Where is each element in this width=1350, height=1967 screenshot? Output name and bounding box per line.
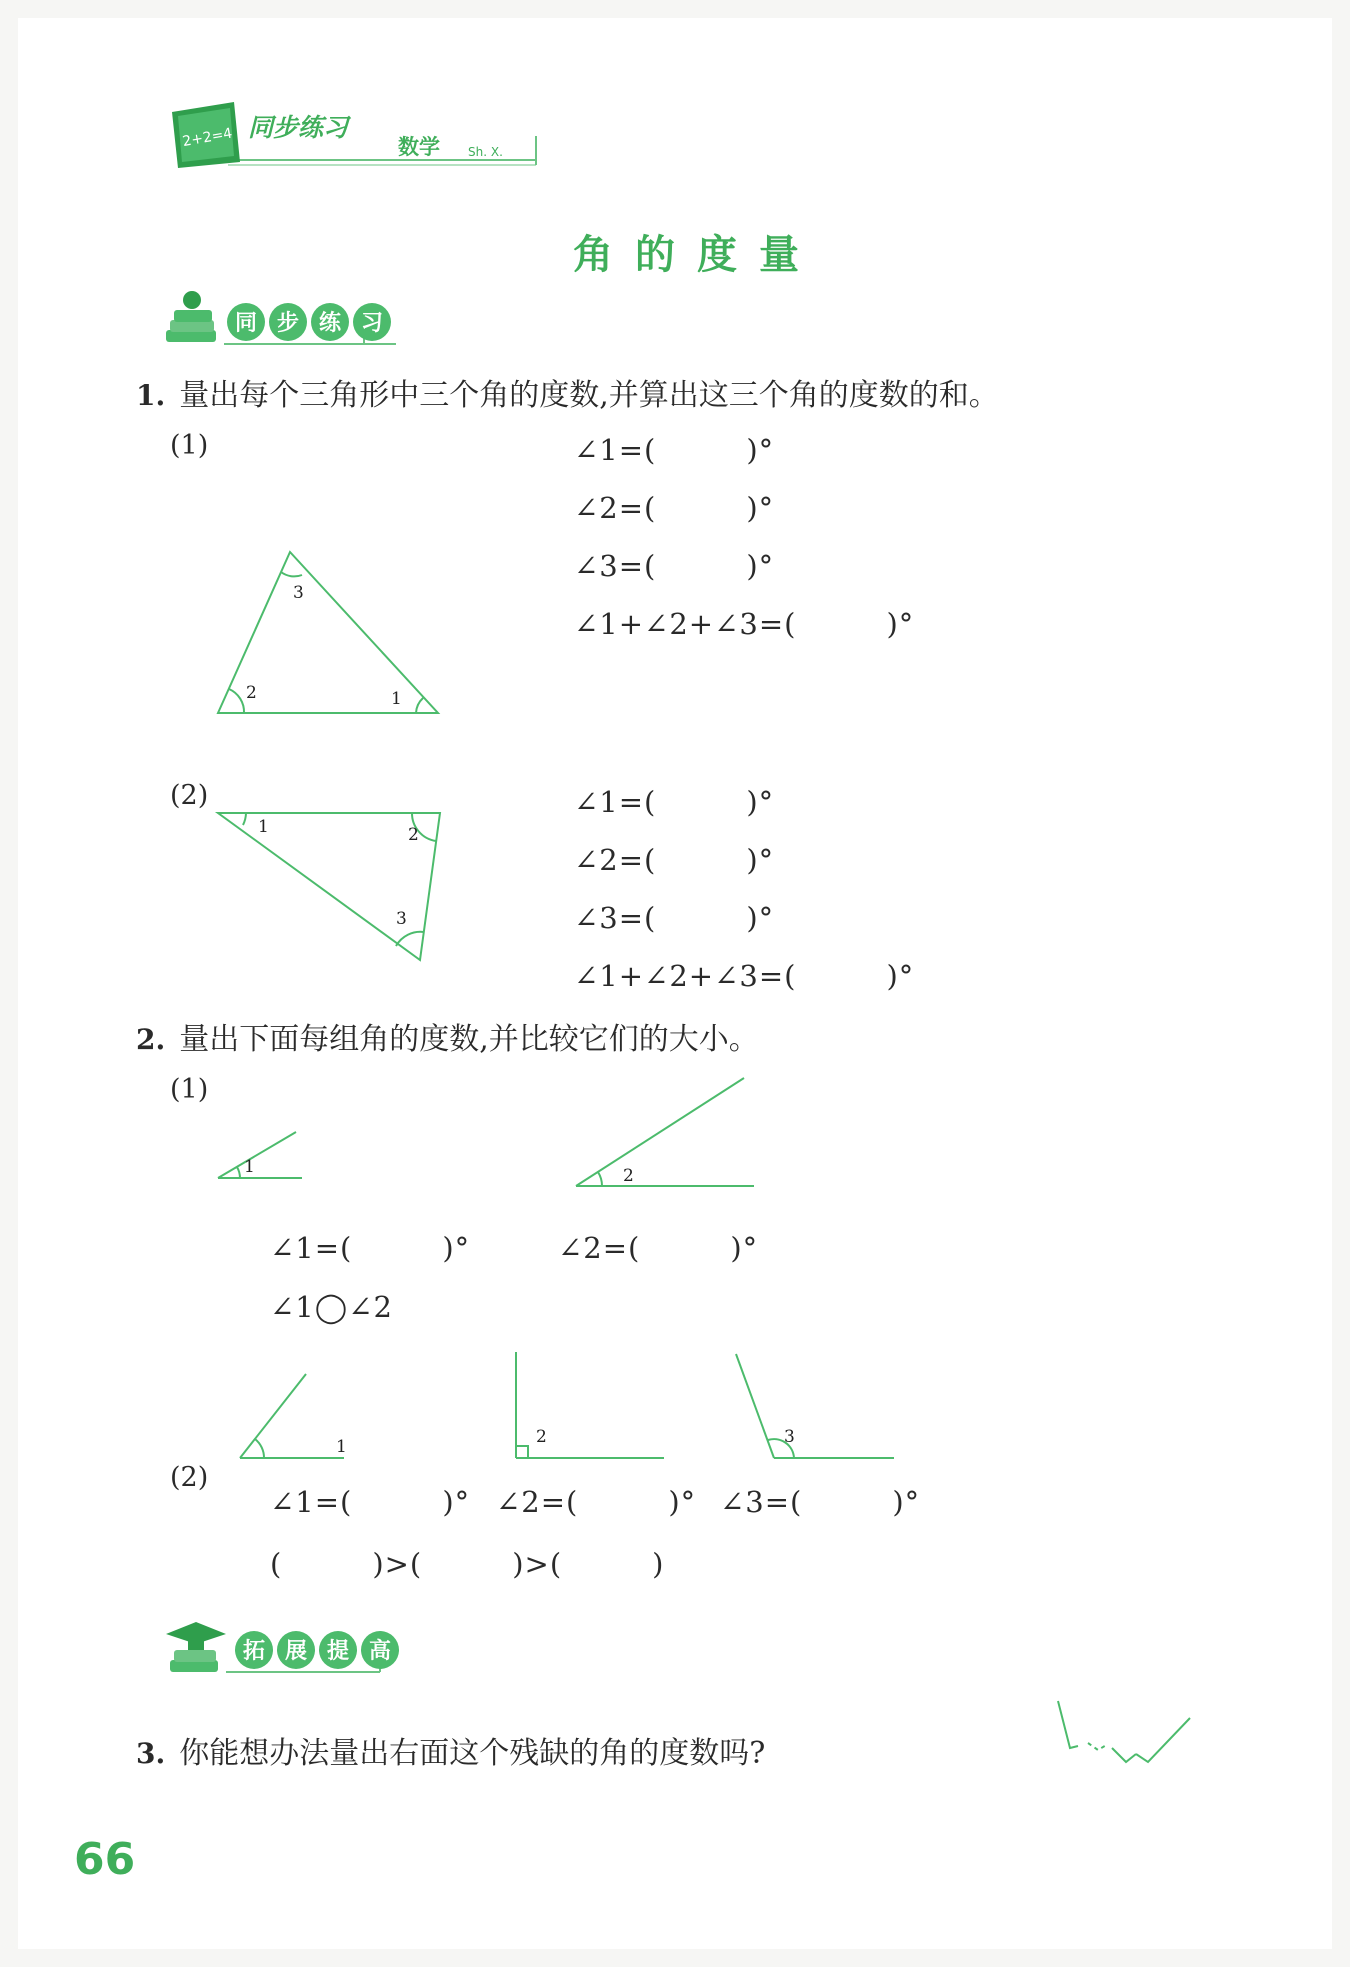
pinyin-label: Sh. X. [468, 145, 503, 159]
angle-label: 2 [408, 825, 419, 845]
q1-p2-line-3: ∠3=( )° [574, 901, 775, 935]
q1-p2-line-4: ∠1+∠2+∠3=( )° [574, 959, 915, 993]
angle-label: 1 [258, 817, 269, 837]
q2-p2-line-a: ∠1=( )° [270, 1485, 471, 1519]
triangle-2 [218, 813, 440, 960]
q2-p1-compare: ∠1◯∠2 [270, 1290, 393, 1324]
q2-part1-label: (1) [170, 1074, 209, 1105]
q1-p2-line-2: ∠2=( )° [574, 843, 775, 877]
angle-1-figure [218, 1132, 302, 1178]
q2-p1-line-a: ∠1=( )° [270, 1231, 471, 1265]
q2-p1-line-b: ∠2=( )° [558, 1231, 759, 1265]
angle-label: 1 [391, 689, 402, 709]
badge-char: 展 [285, 1639, 308, 1664]
q2-p2-line-c: ∠3=( )° [720, 1485, 921, 1519]
question-text: 量出每个三角形中三个角的度数,并算出这三个角的度数的和。 [179, 378, 999, 413]
q2-p2-compare: ( )>( )>( ) [270, 1547, 665, 1581]
angle-2-figure [576, 1078, 754, 1186]
question-number: 2. [136, 1023, 166, 1056]
subject-label: 数学 [398, 135, 440, 159]
angle-label: 3 [784, 1427, 795, 1447]
q1-p1-line-1: ∠1=( )° [574, 433, 775, 467]
question-text: 量出下面每组角的度数,并比较它们的大小。 [179, 1022, 759, 1057]
angle-label: 3 [293, 583, 304, 603]
angle-label: 2 [536, 1427, 547, 1447]
angle-label: 2 [246, 683, 257, 703]
q1-p1-line-3: ∠3=( )° [574, 549, 775, 583]
section-badge-extension [166, 1610, 486, 1694]
workbook-page [18, 18, 1332, 1949]
page-title: 角的度量 [573, 231, 821, 278]
question-text: 你能想办法量出右面这个残缺的角的度数吗? [179, 1736, 766, 1771]
badge-char: 提 [327, 1639, 350, 1664]
angle-3-figure [240, 1374, 344, 1458]
badge-char: 同 [235, 311, 258, 336]
broken-angle-figure [1058, 1701, 1190, 1762]
q1-p1-line-2: ∠2=( )° [574, 491, 775, 525]
angle-label: 3 [396, 909, 407, 929]
badge-char: 练 [319, 311, 342, 336]
q2-p2-line-b: ∠2=( )° [496, 1485, 697, 1519]
angle-5-figure [736, 1354, 894, 1458]
question-3 [136, 1728, 765, 1772]
q1-part2-label: (2) [170, 780, 209, 811]
badge-char: 高 [369, 1639, 392, 1664]
badge-char: 习 [361, 311, 384, 336]
badge-char: 拓 [243, 1639, 266, 1664]
angle-label: 1 [244, 1157, 255, 1177]
page-number: 66 [74, 1834, 136, 1885]
q2-part2-label: (2) [170, 1462, 209, 1493]
q1-p2-line-1: ∠1=( )° [574, 785, 775, 819]
badge-char: 步 [277, 311, 300, 336]
question-number: 3. [136, 1737, 166, 1770]
question-2 [136, 1014, 759, 1058]
series-title: 同步练习 [248, 113, 349, 142]
board-text: 2+2=4 [181, 125, 234, 151]
angle-label: 1 [336, 1437, 347, 1457]
q1-part1-label: (1) [170, 430, 209, 461]
angle-label: 2 [623, 1166, 634, 1186]
q1-p1-line-4: ∠1+∠2+∠3=( )° [574, 607, 915, 641]
question-number: 1. [136, 379, 166, 412]
